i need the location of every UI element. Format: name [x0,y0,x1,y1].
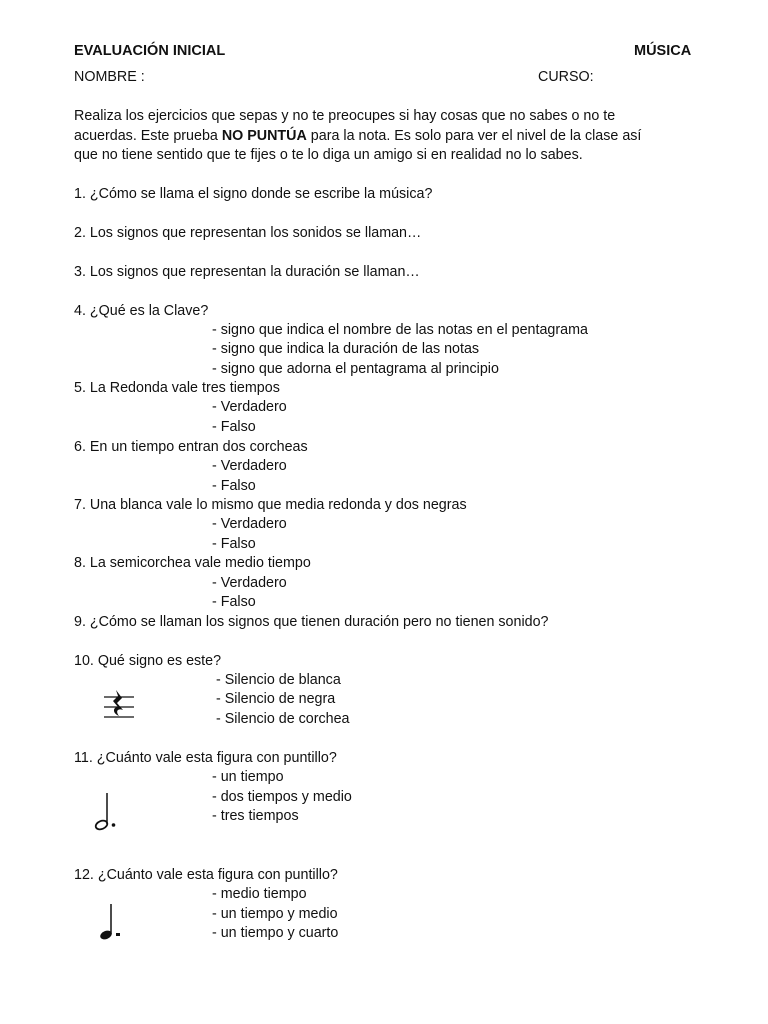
q8-option: - Verdadero [212,575,287,591]
question-2: 2. Los signos que representan los sonidos se llaman… [74,225,422,241]
name-label: NOMBRE : [74,69,145,85]
question-7: 7. Una blanca vale lo mismo que media redonda y dos negras [74,497,467,513]
intro-line-3: que no tiene sentido que te fijes o te lo diga un amigo si en realidad no lo sabes. [74,147,583,163]
page-title: EVALUACIÓN INICIAL [74,43,226,59]
intro-line-1: Realiza los ejercicios que sepas y no te preocupes si hay cosas que no sabes o no te [74,108,616,124]
q5-option: - Verdadero [212,399,287,415]
dotted-quarter-note-icon [96,901,126,943]
q11-option: - un tiempo [212,769,284,785]
q8-option: - Falso [212,594,256,610]
intro-text: para la nota. Es solo para ver el nivel de la clase así [306,128,642,144]
question-8: 8. La semicorchea vale medio tiempo [74,555,311,571]
quarter-rest-icon [100,688,138,726]
q11-option: - dos tiempos y medio [212,789,352,805]
question-12: 12. ¿Cuánto vale esta figura con puntillo? [74,867,338,883]
intro-text: acuerdas. Este prueba [74,128,222,144]
dotted-half-note-icon [92,790,122,832]
question-11: 11. ¿Cuánto vale esta figura con puntillo? [74,750,337,766]
course-label: CURSO: [538,69,594,85]
question-3: 3. Los signos que representan la duración se llaman… [74,264,420,280]
q12-option: - medio tiempo [212,886,307,902]
q10-option: - Silencio de negra [216,691,336,707]
q4-option: - signo que adorna el pentagrama al principio [212,361,499,377]
q12-option: - un tiempo y medio [212,906,338,922]
q7-option: - Verdadero [212,516,287,532]
q11-option: - tres tiempos [212,808,299,824]
subject-label: MÚSICA [634,43,692,59]
q10-option: - Silencio de blanca [216,672,341,688]
q4-option: - signo que indica la duración de las notas [212,341,480,357]
question-1: 1. ¿Cómo se llama el signo donde se escribe la música? [74,186,433,202]
q12-option: - un tiempo y cuarto [212,925,339,941]
question-9: 9. ¿Cómo se llaman los signos que tienen duración pero no tienen sonido? [74,614,549,630]
question-6: 6. En un tiempo entran dos corcheas [74,439,308,455]
q6-option: - Falso [212,478,256,494]
intro-bold-text: NO PUNTÚA [221,128,307,144]
intro-line-2 [74,127,641,146]
question-10: 10. Qué signo es este? [74,653,222,669]
q6-option: - Verdadero [212,458,287,474]
question-5: 5. La Redonda vale tres tiempos [74,380,280,396]
question-4: 4. ¿Qué es la Clave? [74,303,209,319]
q10-option: - Silencio de corchea [216,711,350,727]
q7-option: - Falso [212,536,256,552]
q5-option: - Falso [212,419,256,435]
q4-option: - signo que indica el nombre de las notas en el pentagrama [212,322,588,338]
